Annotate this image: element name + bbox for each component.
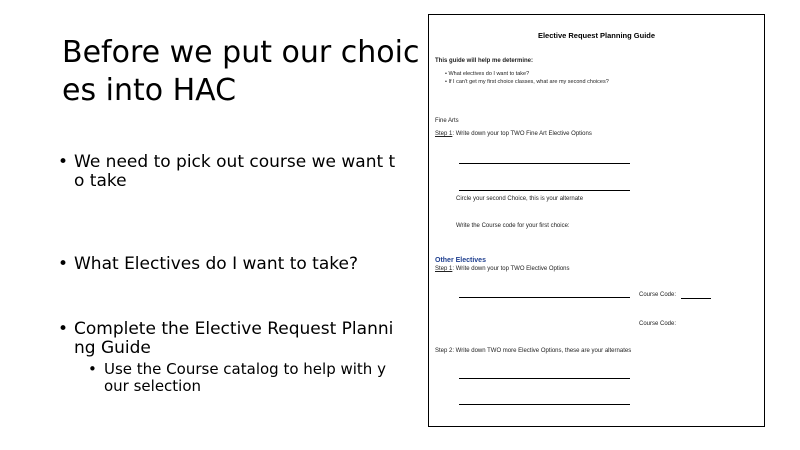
- answer-line: [459, 378, 630, 379]
- fine-arts-heading: Fine Arts: [435, 118, 459, 124]
- bullet-item-planning-guide: [58, 320, 398, 358]
- guide-intro-item: • If I can't get my first choice classes, what are my second choices?: [445, 79, 609, 85]
- guide-title: Elective Request Planning Guide: [537, 31, 656, 40]
- bullet-icon: •: [58, 152, 69, 172]
- step1-text: : Write down your top TWO Fine Art Elective Options: [452, 131, 592, 137]
- slide-title: Before we put our choices into HAC: [62, 35, 420, 108]
- course-code-first-choice: Write the Course code for your first choice:: [456, 223, 570, 229]
- guide-intro-item-text: If I can't get my first choice classes, what are my second choices?: [448, 79, 609, 85]
- course-code-label: Course Code:: [639, 292, 677, 298]
- step1-label: Step 1: [435, 266, 453, 272]
- answer-line: [459, 297, 630, 298]
- guide-intro-item: • What electives do I want to take?: [445, 71, 530, 77]
- fine-arts-step1: [435, 131, 592, 138]
- course-code-line: [681, 298, 711, 299]
- step2-instruction: Step 2: Write down TWO more Elective Options, these are your alternates: [435, 348, 632, 354]
- guide-intro: This guide will help me determine:: [435, 58, 534, 64]
- guide-intro-item-text: What electives do I want to take?: [448, 71, 530, 77]
- other-electives-heading: Other Electives: [435, 257, 486, 264]
- other-step1: [435, 266, 570, 273]
- bullet-text: Complete the Elective Request Planning Guide: [74, 319, 394, 358]
- sub-bullet-text: Use the Course catalog to help with your selection: [104, 360, 386, 395]
- planning-guide-document: [428, 14, 765, 427]
- bullet-icon: •: [58, 319, 69, 339]
- answer-line: [459, 404, 630, 405]
- bullet-text: What Electives do I want to take?: [74, 254, 358, 274]
- bullet-icon: •: [88, 360, 97, 378]
- sub-bullet-item-catalog: [88, 361, 388, 395]
- answer-line: [459, 190, 630, 191]
- step1-text: : Write down your top TWO Elective Options: [452, 266, 570, 272]
- bullet-text: We need to pick out course we want to take: [74, 152, 396, 191]
- bullet-item-pick-course: [58, 153, 398, 191]
- bullet-icon: •: [58, 254, 69, 274]
- circle-instruction: Circle your second Choice, this is your alternate: [456, 196, 584, 202]
- bullet-item-electives: [58, 255, 398, 274]
- step1-label: Step 1: [435, 131, 453, 137]
- answer-line: [459, 163, 630, 164]
- course-code-label: Course Code:: [639, 321, 677, 327]
